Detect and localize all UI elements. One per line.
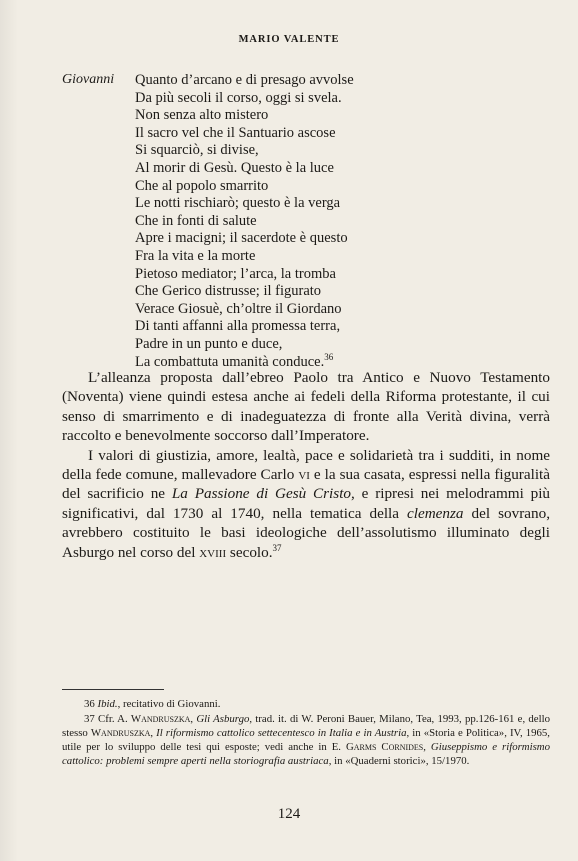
- paragraph-2: I valori di giustizia, amore, lealtà, pace e solidarietà tra i sudditi, in nome della fede comune, mallevadore Carlo vi e la sua casata, espressi nella figuralità del sacrificio ne La Passione di Gesù Cristo, e ripresi nei melodrammi più significativi, dal 1730 al 1740, nella tematica della clemenza del sovrano, avrebbero costituito le basi ideologiche dell’assolutismo illuminato degli Asburgo nel corso del xviii secolo.$^{37}$: [62, 446, 551, 561]
- verse-line-text: La combattuta umanità conduce.: [135, 353, 325, 370]
- paragraph-1: L’alleanza proposta dall’ebreo Paolo tra Antico e Nuovo Testamento (Noventa) viene quindi estesa anche ai fedeli della Riforma protestante, il cui senso di smarrimento e di inadeguatezza di fronte alla Verità divina, verrà raccolto e benevolmente soccorso dall’Imperatore.: [62, 369, 550, 445]
- verse-line: Al morir di Gesù. Questo è la luce: [135, 159, 334, 176]
- verse-line: Che Gerico distrusse; il figurato: [135, 283, 322, 300]
- running-header: MARIO VALENTE: [238, 34, 340, 45]
- verse-line: Che in fonti di salute: [135, 212, 257, 229]
- verse-line: Di tanti affanni alla promessa terra,: [135, 318, 341, 335]
- footnote-37: 37 Cfr. A. Wandruszka, Gli Asburgo, trad. it. di W. Peroni Bauer, Milano, Tea, 1993, pp.126-161 e, dello stesso Wandruszka, Il riformismo cattolico settecentesco in Italia e in Austria, in «Storia e Politica», IV, 1965, utile per lo sviluppo delle tesi qui esposte; vedi anche in E. Garms Cornides, Giuseppismo e riformismo cattolico: problemi sempre aperti nella storiografia austriaca, in «Quaderni storici», 15/1970.: [62, 713, 551, 767]
- footnote-number: 37: [84, 713, 95, 725]
- emphasis: clemenza: [407, 504, 464, 522]
- verse-line: Si squarciò, si divise,: [135, 142, 259, 159]
- roman-numeral: vi: [298, 466, 310, 484]
- footnote-36: 36 Ibid., recitativo di Giovanni.: [84, 698, 221, 710]
- speaker-label: Giovanni: [62, 72, 115, 87]
- verse-line: Verace Giosuè, ch’oltre il Giordano: [135, 300, 342, 317]
- page-number: 124: [277, 806, 301, 822]
- verse-line: Da più secoli il corso, oggi si svela.: [135, 89, 342, 106]
- footnote-ref-37[interactable]: 37: [272, 542, 282, 553]
- footnote-number: 36: [84, 698, 95, 710]
- verse-line: Le notti rischiarò; questo è la verga: [135, 195, 341, 212]
- verse-block: [135, 72, 354, 371]
- roman-numeral: xviii: [199, 543, 227, 561]
- verse-line: Apre i macigni; il sacerdote è questo: [135, 230, 348, 247]
- verse-line: Quanto d’arcano e di presago avvolse: [135, 72, 354, 88]
- body-text: [62, 368, 550, 562]
- footnotes: [62, 697, 550, 769]
- footnote-separator: [62, 689, 164, 690]
- footnote-ref-36[interactable]: 36: [324, 351, 334, 362]
- verse-line: Pietoso mediator; l’arca, la tromba: [135, 265, 336, 282]
- verse-line: Che al popolo smarrito: [135, 177, 269, 194]
- verse-line: Fra la vita e la morte: [135, 247, 256, 264]
- work-title: La Passione di Gesù Cristo: [171, 485, 352, 503]
- verse-line: Non senza alto mistero: [135, 107, 269, 124]
- verse-line: Padre in un punto e duce,: [135, 335, 283, 352]
- verse-line: Il sacro vel che il Santuario ascose: [135, 124, 336, 141]
